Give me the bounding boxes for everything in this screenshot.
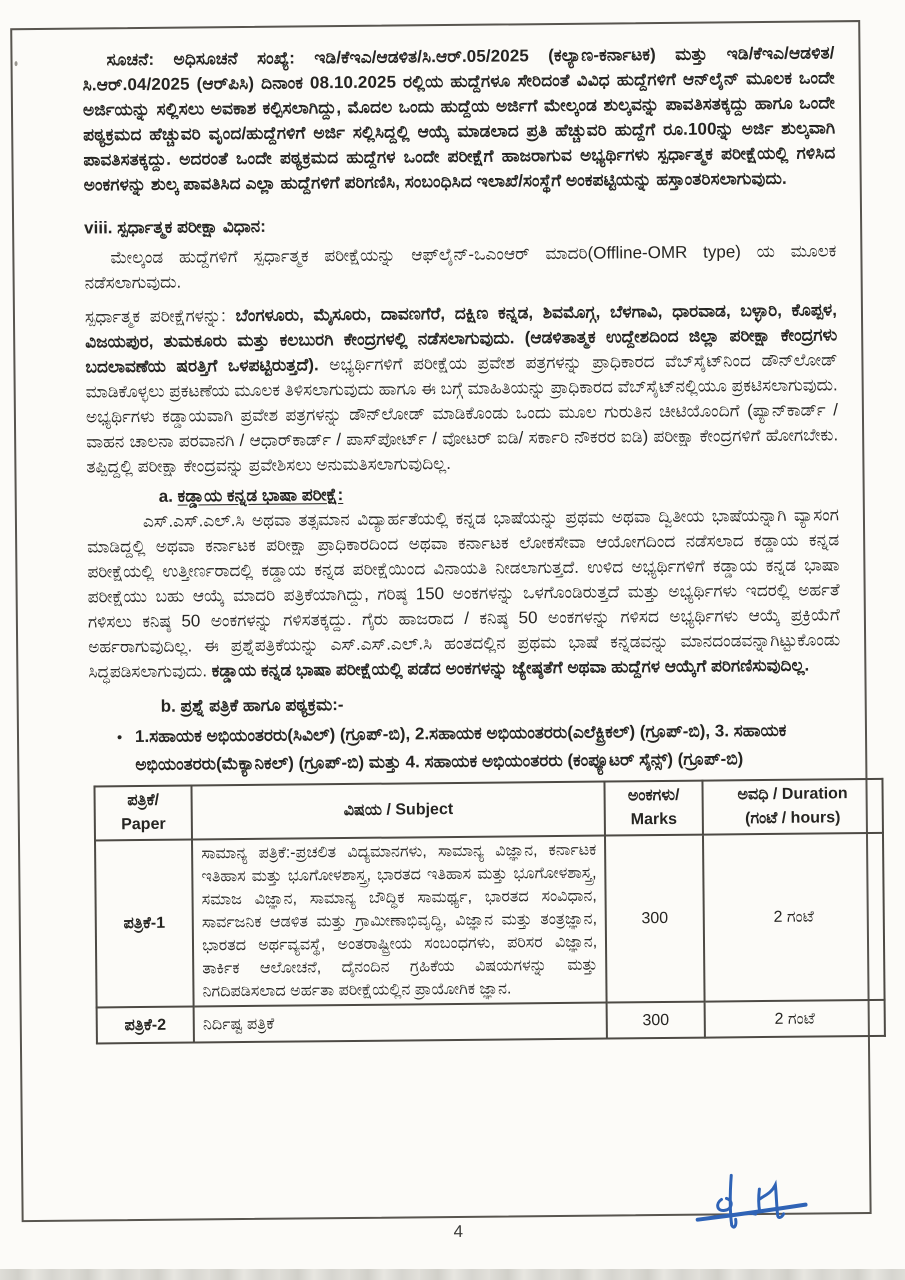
paper-2-subject-cell: ನಿರ್ದಿಷ್ಟ ಪತ್ರಿಕೆ xyxy=(194,1003,607,1043)
paper-2-marks-cell: 300 xyxy=(607,1002,705,1039)
header-paper-kn: ಪತ್ರಿಕೆ/ xyxy=(127,791,160,810)
exam-centres-paragraph xyxy=(85,297,839,479)
posts-bullet-item xyxy=(117,716,842,779)
bullet-icon: • xyxy=(116,729,123,747)
paper-1-duration-cell: 2 ಗಂಟೆ xyxy=(703,833,885,1002)
header-paper xyxy=(94,786,192,841)
table-header-row xyxy=(94,779,882,841)
paper-2-duration-cell: 2 ಗಂಟೆ xyxy=(704,1000,884,1038)
document-content xyxy=(82,40,848,1044)
section-a-title: ಕಡ್ಡಾಯ ಕನ್ನಡ ಭಾಷಾ ಪರೀಕ್ಷೆ: xyxy=(177,485,344,506)
exam-centres-lead: ಸ್ಪರ್ಧಾತ್ಮಕ ಪರೀಕ್ಷೆಗಳನ್ನು: xyxy=(84,306,236,327)
kannada-test-bold-note: ಕಡ್ಡಾಯ ಕನ್ನಡ ಭಾಷಾ ಪರೀಕ್ಷೆಯಲ್ಲಿ ಪಡೆದ ಅಂಕಗಳನ್ನು ಜ್ಯೇಷ್ಠತೆಗೆ ಅಥವಾ ಹುದ್ದೆಗಳ ಆಯ್ಕೆಗೆ ಪರಿಗಣಿಸುವುದಿಲ್ಲ. xyxy=(211,655,810,681)
header-marks xyxy=(605,781,703,836)
section-viii-heading: viii. ಸ್ಪರ್ಧಾತ್ಮಕ ಪರೀಕ್ಷಾ ವಿಧಾನ: xyxy=(84,216,266,238)
section-a-label: a. xyxy=(158,486,173,506)
table-row xyxy=(97,1000,885,1044)
posts-bullet-text: 1.ಸಹಾಯಕ ಅಭಿಯಂತರರು(ಸಿವಿಲ್) (ಗ್ರೂಪ್-ಬಿ), 2.ಸಹಾಯಕ ಅಭಿಯಂತರರು(ಎಲೆಕ್ಟ್ರಿಕಲ್) (ಗ್ರೂಪ್-ಬಿ), 3. ಸಹಾಯಕ ಅಭಿಯಂತರರು(ಮೆಕ್ಯಾನಿಕಲ್) (ಗ್ರೂಪ್-ಬಿ) ಮತ್ತು 4. ಸಹಾಯಕ ಅಭಿಯಂತರರು (ಕಂಪ್ಯೂಟರ್ ಸೈನ್ಸ್) (ಗ್ರೂಪ್-ಬಿ) xyxy=(134,720,787,775)
scan-speck xyxy=(15,61,18,66)
section-b-label: b. xyxy=(160,696,176,716)
header-marks-kn: ಅಂಕಗಳು/ xyxy=(627,786,680,805)
paper-2-cell: ಪತ್ರಿಕೆ-2 xyxy=(97,1007,194,1044)
kannada-test-body: ಎಸ್.ಎಸ್.ಎಲ್.ಸಿ ಅಥವಾ ತತ್ಸಮಾನ ವಿದ್ಯಾರ್ಹತೆಯಲ್ಲಿ ಕನ್ನಡ ಭಾಷೆಯನ್ನು ಪ್ರಥಮ ಅಥವಾ ದ್ವಿತೀಯ ಭಾಷೆಯನ್ನಾಗಿ ವ್ಯಾಸಂಗ ಮಾಡಿದ್ದಲ್ಲಿ ಅಥವಾ ಕರ್ನಾಟಕ ಪರೀಕ್ಷಾ ಪ್ರಾಧಿಕಾರದಿಂದ ಅಥವಾ ಕರ್ನಾಟಕ ಲೋಕಸೇವಾ ಆಯೋಗದಿಂದ ನಡೆಸಲಾದ ಕಡ್ಡಾಯ ಕನ್ನಡ ಪರೀಕ್ಷೆಯಲ್ಲಿ ಉತ್ತೀರ್ಣರಾದಲ್ಲಿ ಕಡ್ಡಾಯ ಕನ್ನಡ ಪರೀಕ್ಷೆಯಿಂದ ವಿನಾಯತಿ ನೀಡಲಾಗುತ್ತದೆ. ಉಳಿದ ಅಭ್ಯರ್ಥಿಗಳಿಗೆ ಕಡ್ಡಾಯ ಕನ್ನಡ ಭಾಷಾ ಪರೀಕ್ಷೆಯು ಬಹು ಆಯ್ಕೆ ಮಾದರಿ ಪತ್ರಿಕೆಯಾಗಿದ್ದು, ಗರಿಷ್ಠ 150 ಅಂಕಗಳನ್ನು ಒಳಗೊಂಡಿರುತ್ತದೆ ಮತ್ತು ಅಭ್ಯರ್ಥಿಗಳು ಇದರಲ್ಲಿ ಅರ್ಹತೆ ಗಳಿಸಲು ಕನಿಷ್ಠ 50 ಅಂಕಗಳನ್ನು ಗಳಿಸತಕ್ಕದ್ದು. ಗೈರು ಹಾಜರಾದ / ಕನಿಷ್ಠ 50 ಅಂಕಗಳನ್ನು ಗಳಿಸದ ಅಭ್ಯರ್ಥಿಗಳು ಆಯ್ಕೆ ಪ್ರಕ್ರಿಯೆಗೆ ಅರ್ಹರಾಗುವುದಿಲ್ಲ. ಈ ಪ್ರಶ್ನೆಪತ್ರಿಕೆಯನ್ನು ಎಸ್.ಎಸ್.ಎಲ್.ಸಿ ಹಂತದಲ್ಲಿನ ಪ್ರಥಮ ಭಾಷೆ ಕನ್ನಡವನ್ನು ಮಾನದಂಡವನ್ನಾಗಿಟ್ಟುಕೊಂಡು ಸಿದ್ಧಪಡಿಸಲಾಗುವುದು. xyxy=(87,505,841,682)
section-b-heading xyxy=(161,687,841,719)
section-b-title: ಪ್ರಶ್ನೆ ಪತ್ರಿಕೆ ಹಾಗೂ ಪಠ್ಯಕ್ರಮ:- xyxy=(180,695,344,716)
header-paper-en: Paper xyxy=(121,815,166,834)
offline-omr-paragraph: ಮೇಲ್ಕಂಡ ಹುದ್ದೆಗಳಿಗೆ ಸ್ಪರ್ಧಾತ್ಮಕ ಪರೀಕ್ಷೆಯನ್ನು ಆಫ್‌ಲೈನ್-ಒಎಂಆರ್ ಮಾದರಿ(Offline-OMR type) ಯ ಮೂಲಕ ನಡೆಸಲಾಗುವುದು. xyxy=(84,241,837,293)
paper-1-subject-cell: ಸಾಮಾನ್ಯ ಪತ್ರಿಕೆ:-ಪ್ರಚಲಿತ ವಿದ್ಯಮಾನಗಳು, ಸಾಮಾನ್ಯ ವಿಜ್ಞಾನ, ಕರ್ನಾಟಕ ಇತಿಹಾಸ ಮತ್ತು ಭೂಗೋಳಶಾಸ್ತ್ರ, ಭಾರತದ ಇತಿಹಾಸ ಮತ್ತು ಭೂಗೋಳಶಾಸ್ತ್ರ, ಸಮಾಜ ವಿಜ್ಞಾನ, ಸಾಮಾನ್ಯ ಬೌದ್ಧಿಕ ಸಾಮರ್ಥ್ಯ, ಭಾರತದ ಸಂವಿಧಾನ, ಸಾರ್ವಜನಿಕ ಆಡಳಿತ ಮತ್ತು ಗ್ರಾಮೀಣಾಭಿವೃದ್ಧಿ, ವಿಜ್ಞಾನ ಮತ್ತು ತಂತ್ರಜ್ಞಾನ, ಭಾರತದ ಅರ್ಥವ್ಯವಸ್ಥೆ, ಅಂತರಾಷ್ಟ್ರೀಯ ಸಂಬಂಧಗಳು, ಪರಿಸರ ವಿಜ್ಞಾನ, ತಾರ್ಕಿಕ ಆಲೋಚನೆ, ದೈನಂದಿನ ಗ್ರಹಿಕೆಯ ವಿಷಯಗಳನ್ನು ಮತ್ತು ನಿಗದಿಪಡಿಸಲಾದ ಅರ್ಹತಾ ಪರೀಕ್ಷೆಯಲ್ಲಿನ ಪ್ರಾಯೋಗಿಕ ಜ್ಞಾನ. xyxy=(192,836,607,1007)
header-duration-line1: ಅವಧಿ / Duration xyxy=(737,785,848,804)
exam-centres-rest: ಅಭ್ಯರ್ಥಿಗಳಿಗೆ ಪರೀಕ್ಷೆಯ ಪ್ರವೇಶ ಪತ್ರಗಳನ್ನು ಪ್ರಾಧಿಕಾರದ ವೆಬ್‌ಸೈಟ್‌ನಿಂದ ಡೌನ್‌ಲೋಡ್ ಮಾಡಿಕೊಳ್ಳಲು ಪ್ರಕಟಣೆಯ ಮೂಲಕ ತಿಳಿಸಲಾಗುವುದು ಹಾಗೂ ಈ ಬಗ್ಗೆ ಮಾಹಿತಿಯನ್ನು ಪ್ರಾಧಿಕಾರದ ವೆಬ್‌ಸೈಟ್‌ನಲ್ಲಿಯೂ ಪ್ರಕಟಿಸಲಾಗುವುದು. ಅಭ್ಯರ್ಥಿಗಳು ಕಡ್ಡಾಯವಾಗಿ ಪ್ರವೇಶ ಪತ್ರಗಳನ್ನು ಡೌನ್‌ಲೋಡ್ ಮಾಡಿಕೊಂಡು ಒಂದು ಮೂಲ ಗುರುತಿನ ಚೀಟಿಯೊಂದಿಗೆ (ಪ್ಯಾನ್‌ಕಾರ್ಡ್ / ವಾಹನ ಚಾಲನಾ ಪರವಾನಗಿ / ಆಧಾರ್‌ಕಾರ್ಡ್ / ಪಾಸ್‌ಪೋರ್ಟ್ / ವೋಟರ್ ಐಡಿ/ ಸರ್ಕಾರಿ ನೌಕರರ ಐಡಿ) ಪರೀಕ್ಷಾ ಕೇಂದ್ರಗಳಿಗೆ ಹೋಗಬೇಕು. ತಪ್ಪಿದ್ದಲ್ಲಿ ಪರೀಕ್ಷಾ ಕೇಂದ್ರವನ್ನು ಪ್ರವೇಶಿಸಲು ಅನುಮತಿಸಲಾಗುವುದಿಲ್ಲ. xyxy=(85,350,839,477)
page-number: 4 xyxy=(453,1221,464,1242)
exam-centres-list: ಬೆಂಗಳೂರು, ಮೈಸೂರು, ದಾವಣಗೆರೆ, ದಕ್ಷಿಣ ಕನ್ನಡ, ಶಿವಮೊಗ್ಗ, ಬೆಳಗಾವಿ, ಧಾರವಾಡ, ಬಳ್ಳಾರಿ, ಕೊಪ್ಪಳ, ವಿಜಯಪುರ, ತುಮಕೂರು ಮತ್ತು ಕಲಬುರಗಿ ಕೇಂದ್ರಗಳಲ್ಲಿ ನಡೆಸಲಾಗುವುದು. (ಆಡಳಿತಾತ್ಮಕ ಉದ್ದೇಶದಿಂದ ಜಿಲ್ಲಾ ಪರೀಕ್ಷಾ ಕೇಂದ್ರಗಳು ಬದಲಾವಣೆಯ ಷರತ್ತಿಗೆ ಒಳಪಟ್ಟಿರುತ್ತದೆ). xyxy=(85,300,838,377)
header-duration xyxy=(702,779,883,835)
scan-edge-band xyxy=(0,1269,905,1280)
intro-paragraph: ಸೂಚನೆ: ಅಧಿಸೂಚನೆ ಸಂಖ್ಯೆ: ಇಡಿ/ಕೆಇಎ/ಆಡಳಿತ/ಸಿ.ಆರ್.05/2025 (ಕಲ್ಯಾಣ-ಕರ್ನಾಟಕ) ಮತ್ತು ಇಡಿ/ಕೆಇಎ/ಆಡಳಿತ/ಸಿ.ಆರ್.04/2025 (ಆರ್‌ಪಿಸಿ) ದಿನಾಂಕ 08.10.2025 ರಲ್ಲಿಯ ಹುದ್ದೆಗಳೂ ಸೇರಿದಂತೆ ವಿವಿಧ ಹುದ್ದೆಗಳಿಗೆ ಆನ್‌ಲೈನ್ ಮೂಲಕ ಒಂದೇ ಅರ್ಜಿಯನ್ನು ಸಲ್ಲಿಸಲು ಅವಕಾಶ ಕಲ್ಪಿಸಲಾಗಿದ್ದು, ಮೊದಲ ಒಂದು ಹುದ್ದೆಯ ಅರ್ಜಿಗೆ ಮೇಲ್ಕಂಡ ಶುಲ್ಕವನ್ನು ಪಾವತಿಸತಕ್ಕದ್ದು ಹಾಗೂ ಒಂದೇ ಪಠ್ಯಕ್ರಮದ ಹೆಚ್ಚುವರಿ ವೃಂದ/ಹುದ್ದೆಗಳಿಗೆ ಅರ್ಜಿ ಸಲ್ಲಿಸಿದ್ದಲ್ಲಿ ಆಯ್ಕೆ ಮಾಡಲಾದ ಪ್ರತಿ ಹೆಚ್ಚುವರಿ ಹುದ್ದೆಗೆ ರೂ.100ನ್ನು ಅರ್ಜಿ ಶುಲ್ಕವಾಗಿ ಪಾವತಿಸತಕ್ಕದ್ದು. ಅದರಂತೆ ಒಂದೇ ಪಠ್ಯಕ್ರಮದ ಹುದ್ದೆಗಳ ಒಂದೇ ಪರೀಕ್ಷೆಗೆ ಹಾಜರಾಗುವ ಅಭ್ಯರ್ಥಿಗಳು ಸ್ಪರ್ಧಾತ್ಮಕ ಪರೀಕ್ಷೆಯಲ್ಲಿ ಗಳಿಸಿದ ಅಂಕಗಳನ್ನು ಶುಲ್ಕ ಪಾವತಿಸಿದ ಎಲ್ಲಾ ಹುದ್ದೆಗಳಿಗೆ ಪರಿಗಣಿಸಿ, ಸಂಬಂಧಿಸಿದ ಇಲಾಖೆ/ಸಂಸ್ಥೆಗೆ ಅಂಕಪಟ್ಟಿಯನ್ನು ಹಸ್ತಾಂತರಿಸಲಾಗುವುದು. xyxy=(82,43,836,195)
header-marks-en: Marks xyxy=(630,810,678,829)
paper-1-marks-cell: 300 xyxy=(605,835,704,1003)
kannada-test-paragraph xyxy=(87,502,841,684)
header-subject: ವಿಷಯ / Subject xyxy=(192,782,606,840)
header-duration-line2: (ಗಂಟೆ / hours) xyxy=(745,809,841,828)
exam-pattern-table xyxy=(93,778,885,1045)
table-row xyxy=(95,833,885,1008)
paper-1-cell: ಪತ್ರಿಕೆ-1 xyxy=(95,840,194,1008)
